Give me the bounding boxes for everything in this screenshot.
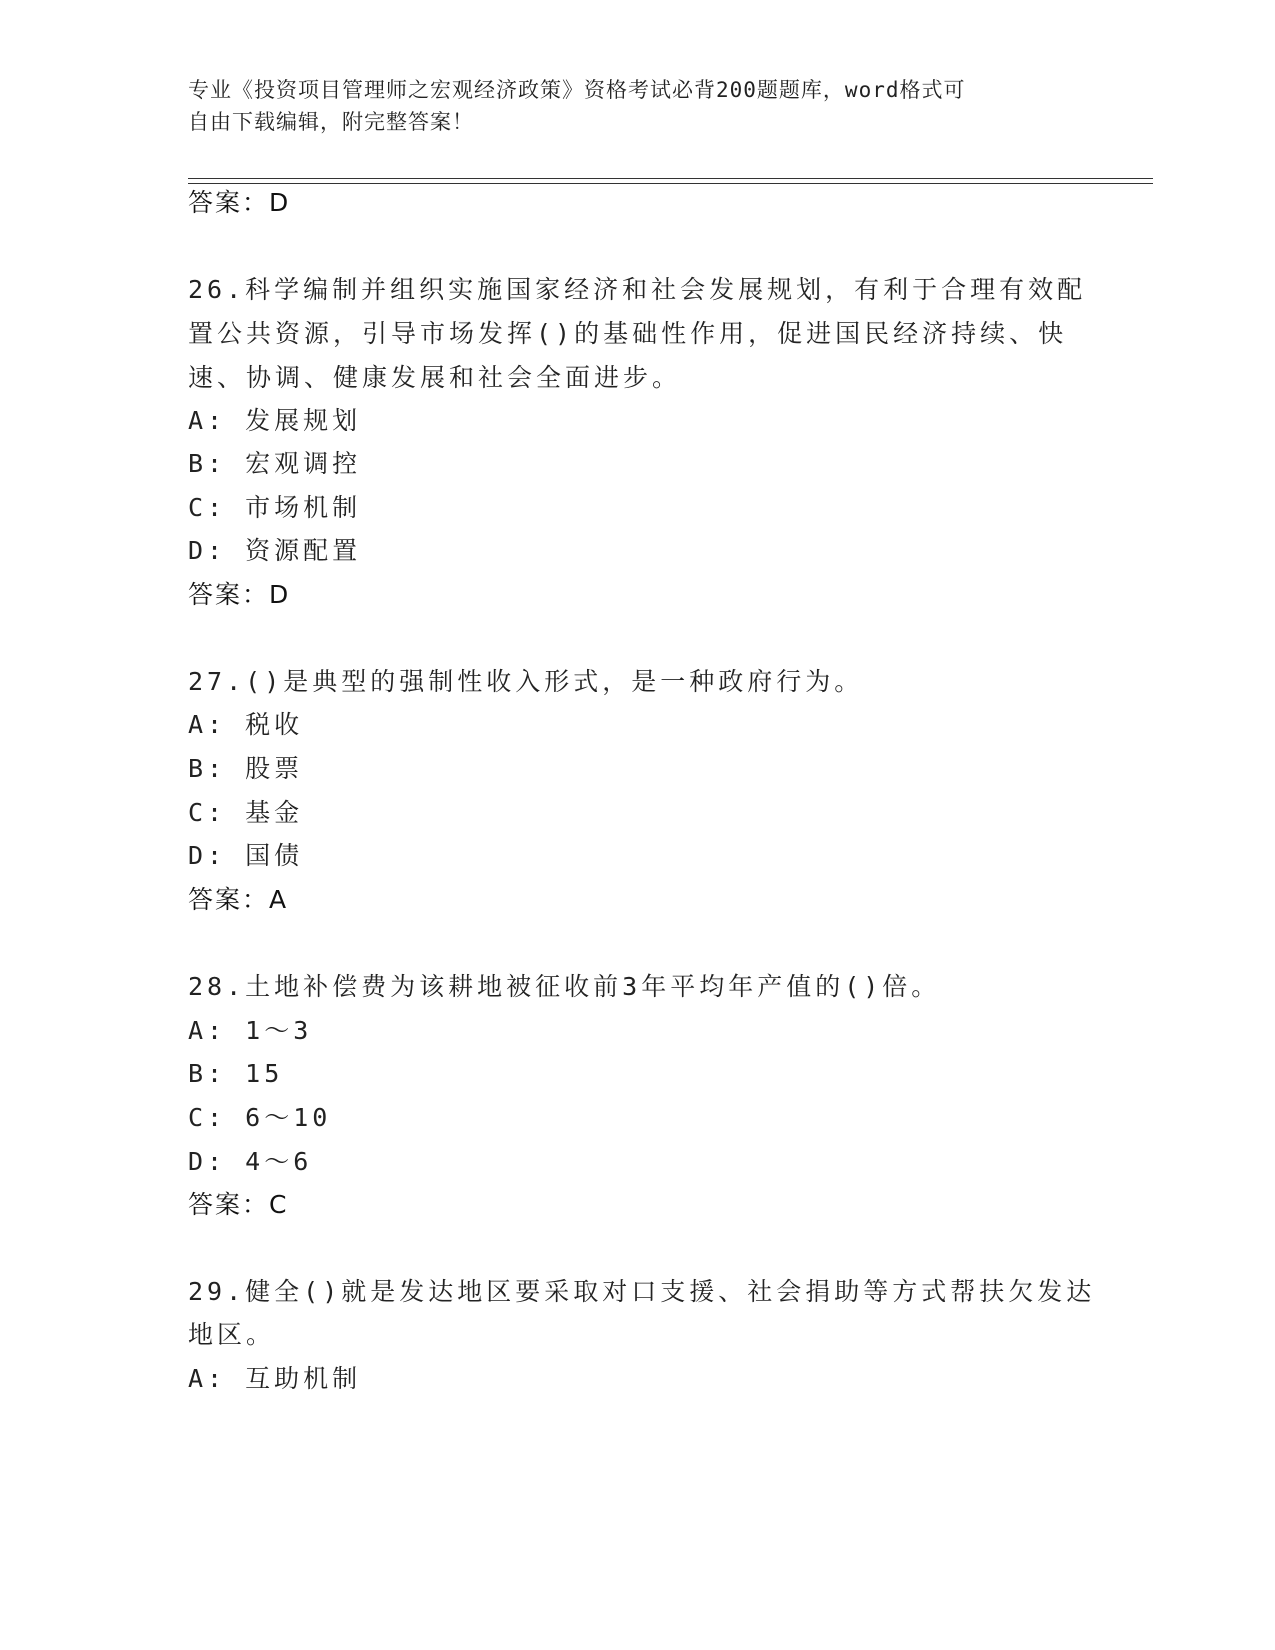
question-27-option-d: D: 国债 xyxy=(188,841,304,870)
question-28-option-b: B: 15 xyxy=(188,1059,284,1088)
question-26-line-3: 速、协调、健康发展和社会全面进步。 xyxy=(188,363,682,392)
question-26-option-a: A: 发展规划 xyxy=(188,406,362,435)
answer-27: 答案：A xyxy=(188,885,289,914)
header-divider-top xyxy=(188,178,1153,179)
question-29-line-1: 29.健全()就是发达地区要采取对口支援、社会捐助等方式帮扶欠发达 xyxy=(188,1277,1096,1306)
question-26-option-b: B: 宏观调控 xyxy=(188,449,362,478)
header-line-2: 自由下载编辑，附完整答案！ xyxy=(188,110,474,134)
question-26-line-2: 置公共资源，引导市场发挥()的基础性作用，促进国民经济持续、快 xyxy=(188,319,1068,348)
header-line-1: 专业《投资项目管理师之宏观经济政策》资格考试必背200题题库，word格式可 xyxy=(188,78,966,102)
question-28-option-c: C: 6～10 xyxy=(188,1103,332,1132)
question-29-option-a: A: 互助机制 xyxy=(188,1364,362,1393)
header-divider-bottom xyxy=(188,183,1153,184)
question-27-option-b: B: 股票 xyxy=(188,754,304,783)
answer-25: 答案：D xyxy=(188,188,291,217)
question-26-option-d: D: 资源配置 xyxy=(188,536,362,565)
question-27-option-a: A: 税收 xyxy=(188,710,304,739)
answer-26: 答案：D xyxy=(188,580,291,609)
question-27-option-c: C: 基金 xyxy=(188,798,304,827)
question-26-line-1: 26.科学编制并组织实施国家经济和社会发展规划，有利于合理有效配 xyxy=(188,275,1087,304)
question-28-line-1: 28.土地补偿费为该耕地被征收前3年平均年产值的()倍。 xyxy=(188,972,941,1001)
question-27-line-1: 27.()是典型的强制性收入形式，是一种政府行为。 xyxy=(188,667,864,696)
question-26-option-c: C: 市场机制 xyxy=(188,493,362,522)
answer-28: 答案：C xyxy=(188,1190,289,1219)
question-28-option-a: A: 1～3 xyxy=(188,1016,313,1045)
question-28-option-d: D: 4～6 xyxy=(188,1147,313,1176)
question-29-line-2: 地区。 xyxy=(188,1320,276,1349)
document-header xyxy=(188,74,1068,138)
